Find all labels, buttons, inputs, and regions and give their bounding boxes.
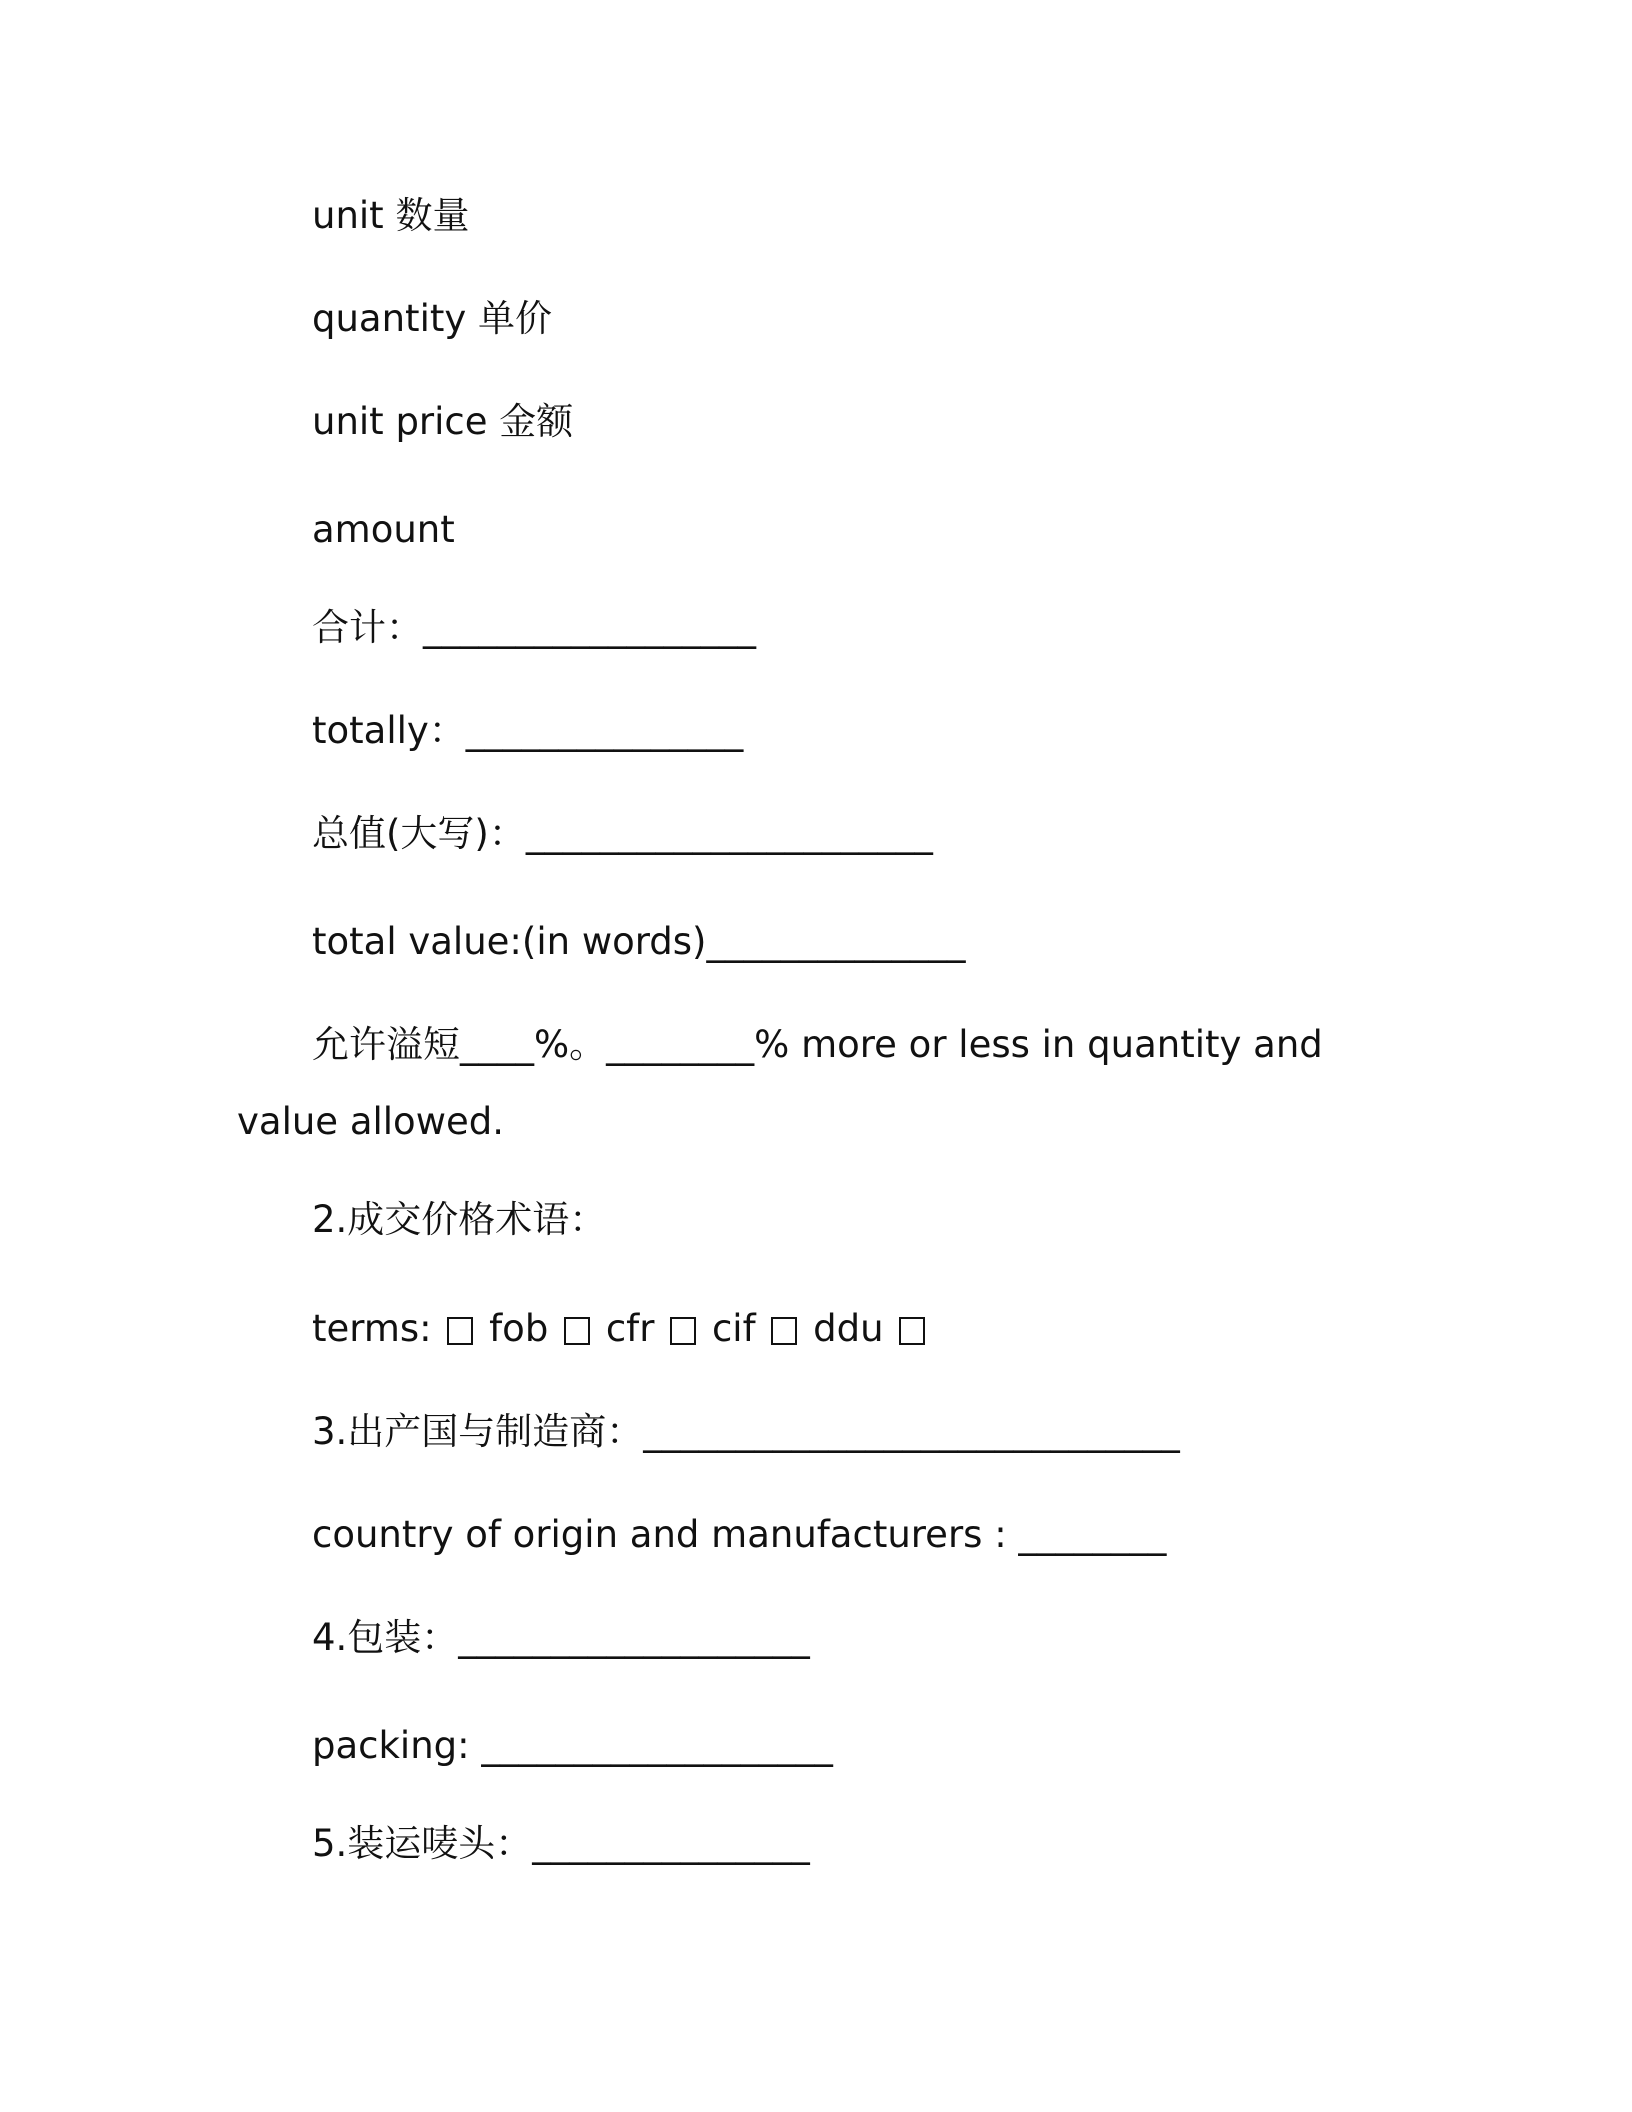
text-line-total-cn: 合计：__________________ [312, 606, 756, 649]
terms-option-ddu: ddu [813, 1307, 884, 1350]
text-line-terms [312, 1305, 929, 1353]
text-line-packing-cn: 4.包装：___________________ [312, 1616, 810, 1659]
text-line-total-value-cn: 总值(大写)：______________________ [312, 812, 933, 855]
checkbox-icon [771, 1317, 797, 1345]
text-line-origin-cn: 3.出产国与制造商：_____________________________ [312, 1410, 1180, 1453]
text-line-packing-en: packing: ___________________ [312, 1724, 833, 1767]
text-line-shipping-marks-cn: 5.装运唛头：_______________ [312, 1822, 810, 1865]
text-line-tolerance-cn-en: 允许溢短____%。________% more or less in quantity and [312, 1023, 1323, 1066]
terms-option-fob: fob [489, 1307, 549, 1350]
text-line-value-allowed: value allowed. [237, 1100, 504, 1143]
text-line-total-value-words: total value:(in words)______________ [312, 920, 966, 963]
text-line-price-terms-cn: 2.成交价格术语： [312, 1198, 607, 1241]
terms-label: terms: [312, 1307, 432, 1350]
text-line-totally: totally：_______________ [312, 709, 744, 752]
text-line-unit-price-amount: unit price 金额 [312, 400, 574, 443]
checkbox-icon [564, 1317, 590, 1345]
checkbox-icon [670, 1317, 696, 1345]
checkbox-icon [899, 1317, 925, 1345]
terms-option-cif: cif [711, 1307, 756, 1350]
text-line-origin-en: country of origin and manufacturers : ________ [312, 1513, 1167, 1556]
text-line-unit-quantity: unit 数量 [312, 194, 470, 237]
text-line-quantity-unit-price: quantity 单价 [312, 297, 553, 340]
checkbox-icon [447, 1317, 473, 1345]
terms-option-cfr: cfr [605, 1307, 655, 1350]
text-line-amount: amount [312, 508, 455, 551]
